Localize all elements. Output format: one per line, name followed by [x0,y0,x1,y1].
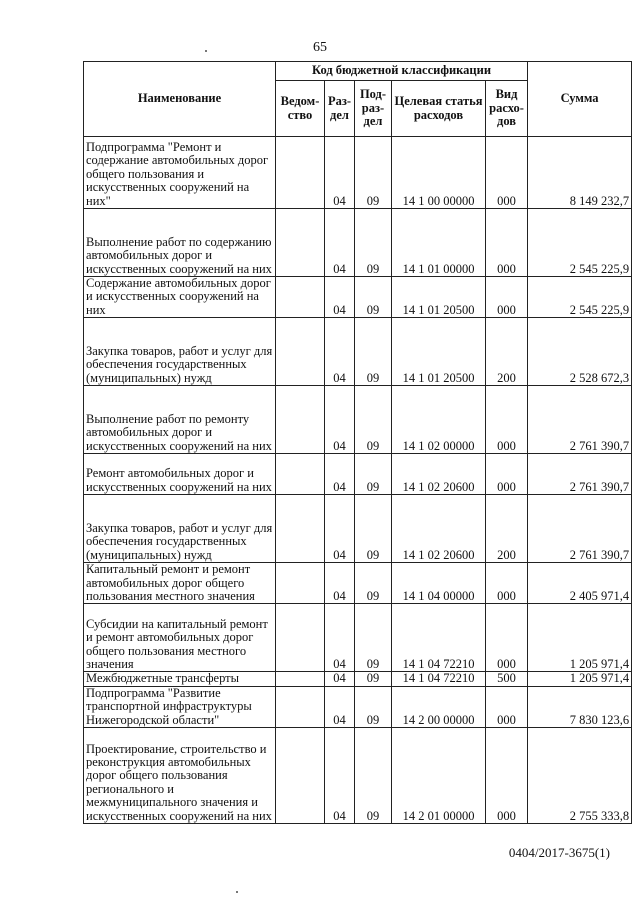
cell-vid: 000 [486,277,528,318]
cell-name: Выполнение работ по содержанию автомобильных дорог и искусственных сооружений на них [84,209,276,277]
cell-summa: 7 830 123,6 [528,686,632,727]
table-body [84,137,632,824]
cell-vid: 000 [486,137,528,209]
header-razdel: Раз-дел [325,81,355,137]
cell-podrazdel: 09 [355,386,392,454]
cell-podrazdel: 09 [355,277,392,318]
cell-ved [276,209,325,277]
table-row [84,728,632,824]
cell-razdel: 04 [325,728,355,824]
table-row [84,672,632,686]
cell-name: Закупка товаров, работ и услуг для обеспечения государственных (муниципальных) нужд [84,318,276,386]
cell-vid: 200 [486,318,528,386]
cell-summa: 2 761 390,7 [528,386,632,454]
cell-name: Проектирование, строительство и реконструкция автомобильных дорог общего пользования регионального и межмуниципального значения и искусственных сооружений на них [84,728,276,824]
header-name: Наименование [84,62,276,137]
cell-celevaya: 14 2 00 00000 [392,686,486,727]
cell-celevaya: 14 1 01 20500 [392,277,486,318]
header-podrazdel: Под-раз-дел [355,81,392,137]
scan-speck [236,891,238,893]
cell-celevaya: 14 1 04 00000 [392,563,486,604]
cell-podrazdel: 09 [355,209,392,277]
cell-razdel: 04 [325,209,355,277]
cell-ved [276,563,325,604]
cell-name: Закупка товаров, работ и услуг для обеспечения государственных (муниципальных) нужд [84,495,276,563]
cell-summa: 1 205 971,4 [528,672,632,686]
cell-razdel: 04 [325,495,355,563]
table-row [84,386,632,454]
header-vid: Вид расхо-дов [486,81,528,137]
cell-razdel: 04 [325,686,355,727]
cell-vid: 000 [486,386,528,454]
cell-podrazdel: 09 [355,495,392,563]
page-number: 65 [313,40,327,55]
cell-razdel: 04 [325,604,355,672]
cell-name: Подпрограмма "Развитие транспортной инфраструктуры Нижегородской области" [84,686,276,727]
cell-celevaya: 14 1 02 20600 [392,495,486,563]
header-code-group: Код бюджетной классификации [276,62,528,81]
cell-name: Подпрограмма "Ремонт и содержание автомобильных дорог общего пользования и искусственных сооружений на них" [84,137,276,209]
cell-name: Выполнение работ по ремонту автомобильных дорог и искусственных сооружений на них [84,386,276,454]
cell-vid: 000 [486,686,528,727]
cell-ved [276,495,325,563]
cell-celevaya: 14 1 02 00000 [392,386,486,454]
cell-summa: 2 405 971,4 [528,563,632,604]
cell-razdel: 04 [325,318,355,386]
document-code: 0404/2017-3675(1) [508,845,610,860]
cell-summa: 8 149 232,7 [528,137,632,209]
cell-vid: 000 [486,209,528,277]
cell-ved [276,728,325,824]
header-summa: Сумма [528,62,632,137]
table-row [84,604,632,672]
cell-razdel: 04 [325,137,355,209]
cell-summa: 2 545 225,9 [528,277,632,318]
cell-summa: 2 755 333,8 [528,728,632,824]
header-vedomstvo: Ведом-ство [276,81,325,137]
cell-razdel: 04 [325,563,355,604]
cell-name: Субсидии на капитальный ремонт и ремонт автомобильных дорог общего пользования местного значения [84,604,276,672]
cell-name: Межбюджетные трансферты [84,672,276,686]
cell-podrazdel: 09 [355,454,392,495]
cell-vid: 200 [486,495,528,563]
cell-vid: 500 [486,672,528,686]
cell-ved [276,137,325,209]
cell-vid: 000 [486,604,528,672]
cell-summa: 2 545 225,9 [528,209,632,277]
header-celevaya: Целевая статья расходов [392,81,486,137]
cell-razdel: 04 [325,672,355,686]
cell-celevaya: 14 1 04 72210 [392,604,486,672]
cell-ved [276,318,325,386]
cell-razdel: 04 [325,277,355,318]
cell-podrazdel: 09 [355,137,392,209]
cell-podrazdel: 09 [355,672,392,686]
cell-summa: 2 761 390,7 [528,495,632,563]
cell-podrazdel: 09 [355,604,392,672]
cell-celevaya: 14 2 01 00000 [392,728,486,824]
table-row [84,563,632,604]
cell-ved [276,454,325,495]
table-row [84,137,632,209]
cell-name: Ремонт автомобильных дорог и искусственных сооружений на них [84,454,276,495]
cell-ved [276,386,325,454]
table-row [84,686,632,727]
cell-ved [276,277,325,318]
cell-vid: 000 [486,454,528,495]
cell-celevaya: 14 1 01 20500 [392,318,486,386]
cell-ved [276,686,325,727]
table-row [84,495,632,563]
cell-podrazdel: 09 [355,728,392,824]
cell-name: Капитальный ремонт и ремонт автомобильных дорог общего пользования местного значения [84,563,276,604]
cell-celevaya: 14 1 02 20600 [392,454,486,495]
cell-vid: 000 [486,563,528,604]
cell-vid: 000 [486,728,528,824]
cell-celevaya: 14 1 00 00000 [392,137,486,209]
cell-podrazdel: 09 [355,686,392,727]
cell-name: Содержание автомобильных дорог и искусственных сооружений на них [84,277,276,318]
cell-podrazdel: 09 [355,318,392,386]
cell-podrazdel: 09 [355,563,392,604]
cell-summa: 2 761 390,7 [528,454,632,495]
cell-razdel: 04 [325,454,355,495]
cell-ved [276,604,325,672]
cell-summa: 2 528 672,3 [528,318,632,386]
cell-celevaya: 14 1 01 00000 [392,209,486,277]
table-row [84,318,632,386]
budget-table [83,61,632,824]
cell-celevaya: 14 1 04 72210 [392,672,486,686]
table-row [84,454,632,495]
cell-razdel: 04 [325,386,355,454]
cell-ved [276,672,325,686]
table-row [84,277,632,318]
table-row [84,209,632,277]
cell-summa: 1 205 971,4 [528,604,632,672]
